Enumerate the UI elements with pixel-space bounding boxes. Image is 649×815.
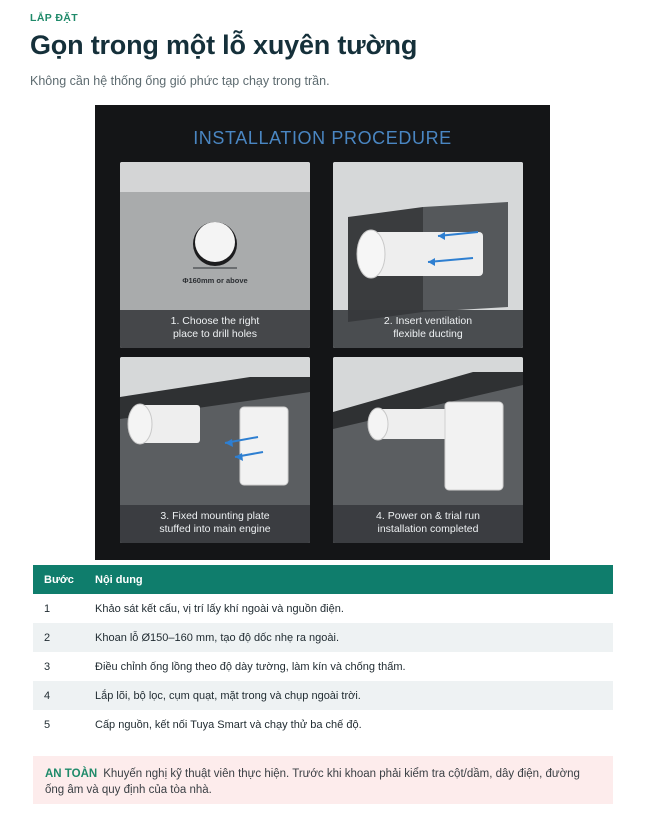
installation-procedure-image — [95, 105, 550, 560]
table-header — [33, 565, 613, 594]
step-2-panel — [333, 162, 523, 348]
step-1-caption: 1. Choose the right place to drill holes — [120, 310, 310, 348]
section-eyebrow: LẮP ĐẶT — [30, 12, 79, 24]
header-step: Bước — [44, 573, 74, 586]
installation-steps-table — [33, 565, 613, 739]
table-row: 4 Lắp lõi, bộ lọc, cụm quạt, mặt trong và chụp ngoài trời. — [33, 681, 613, 710]
table-row: 2 Khoan lỗ Ø150–160 mm, tạo độ dốc nhẹ ra ngoài. — [33, 623, 613, 652]
figure-heading: INSTALLATION PROCEDURE — [193, 128, 452, 148]
safety-label: AN TOÀN — [45, 768, 98, 780]
table-row: 1 Khảo sát kết cấu, vị trí lấy khí ngoài và nguồn điện. — [44, 602, 344, 615]
step-3-panel — [120, 357, 310, 543]
safety-text: Khuyến nghị kỹ thuật viên thực hiện. Trước khi khoan phải kiểm tra cột/dầm, dây điện, đường ống âm và quy định của tòa nhà. — [45, 768, 580, 796]
table-row: 5 Cấp nguồn, kết nối Tuya Smart và chạy thử ba chế độ. — [44, 718, 362, 731]
page-title: Gọn trong một lỗ xuyên tường — [30, 30, 418, 60]
step-1-panel — [120, 162, 310, 348]
step-2-caption: 2. Insert ventilation flexible ducting — [333, 310, 523, 348]
step-3-caption: 3. Fixed mounting plate stuffed into main engine — [120, 505, 310, 543]
hole-dimension-label: Φ160mm or above — [182, 276, 248, 285]
header-content: Nội dung — [95, 573, 143, 586]
table-row: 3 Điều chỉnh ống lồng theo độ dày tường, làm kín và chống thấm. — [44, 660, 406, 673]
safety-note — [33, 756, 613, 804]
step-4-caption: 4. Power on & trial run installation completed — [333, 505, 523, 543]
page-subtitle: Không cần hệ thống ống gió phức tạp chạy trong trần. — [30, 74, 330, 88]
step-4-panel — [333, 357, 523, 543]
